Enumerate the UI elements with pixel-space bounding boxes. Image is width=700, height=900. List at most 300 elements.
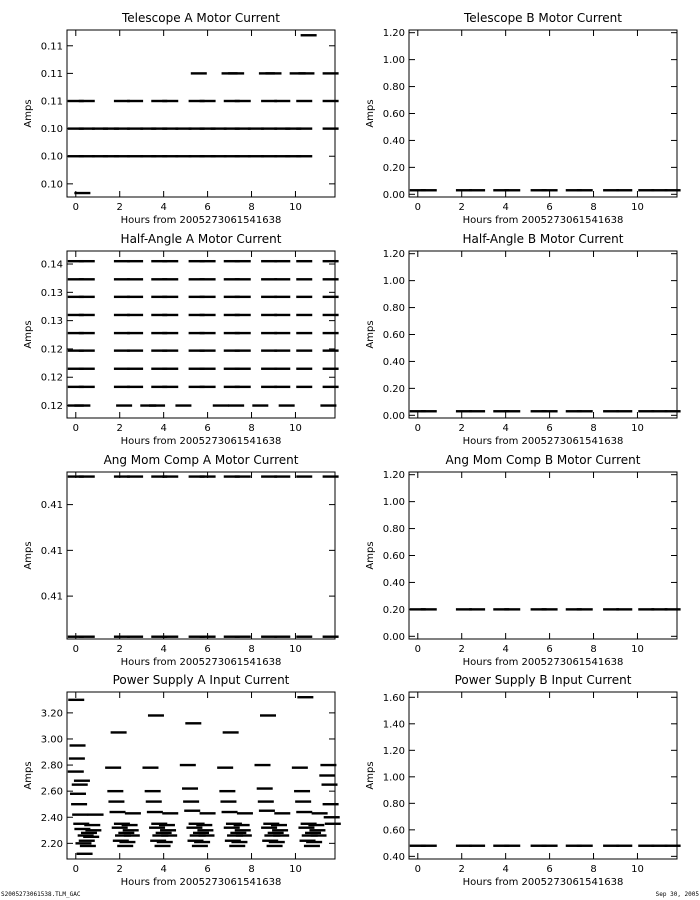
panel-6-y-tick-label: 0.40 — [382, 577, 405, 589]
panel-2 — [365, 11, 681, 226]
panel-7-data-point — [70, 744, 86, 746]
panel-4-data-point — [421, 410, 437, 412]
panel-7-data-point — [147, 811, 163, 813]
panel-2-y-tick-label: 0.40 — [382, 135, 405, 147]
panel-3-data-point — [279, 404, 295, 406]
panel-3-data-point — [235, 386, 251, 388]
panel-7-data-point — [259, 810, 275, 812]
panel-7-data-point — [224, 826, 240, 828]
panel-3-data-point — [274, 349, 290, 351]
panel-1-data-point — [296, 155, 312, 157]
panel-3-x-tick-label: 10 — [289, 423, 302, 434]
panel-6-data-point — [504, 608, 520, 610]
panel-3-data-point — [200, 349, 216, 351]
panel-7-y-tick-label: 2.40 — [40, 812, 63, 824]
panel-5-data-point — [127, 636, 143, 638]
panel-6-data-point — [469, 608, 485, 610]
panel-2-y-tick-label: 1.20 — [382, 28, 405, 40]
panel-3-data-point — [323, 349, 339, 351]
panel-3-x-tick-label: 6 — [204, 423, 211, 434]
panel-8-data-point — [421, 845, 437, 847]
panel-5-data-point — [79, 475, 95, 477]
panel-7-data-point — [267, 845, 283, 847]
panel-7-data-point — [149, 826, 165, 828]
panel-6-y-tick-label: 0.20 — [382, 604, 405, 616]
panel-5-data-point — [296, 475, 312, 477]
panel-3-data-point — [79, 314, 95, 316]
panel-7-data-point — [155, 845, 171, 847]
panel-8-data-point — [469, 845, 485, 847]
panel-3-data-point — [162, 260, 178, 262]
panel-7-data-point — [117, 845, 133, 847]
panel-3-data-point — [296, 296, 312, 298]
panel-8-x-tick-label: 0 — [414, 864, 421, 875]
panel-2-y-tick-label: 0.60 — [382, 109, 405, 120]
panel-5 — [23, 453, 339, 668]
panel-5-data-point — [323, 475, 339, 477]
panel-7-data-point — [110, 811, 126, 813]
panel-7-data-point — [305, 832, 321, 834]
panel-3-data-point — [79, 332, 95, 334]
panel-4-data-point — [616, 410, 632, 412]
panel-4-x-tick-label: 8 — [590, 423, 597, 434]
panel-3-data-point — [200, 386, 216, 388]
panel-3-data-point — [235, 314, 251, 316]
panel-7-data-point — [108, 800, 124, 802]
panel-8-x-tick-label: 10 — [631, 864, 644, 875]
panel-7-data-point — [309, 829, 325, 831]
panel-3-data-point — [79, 368, 95, 370]
panel-7 — [23, 673, 341, 888]
panel-3-data-point — [296, 349, 312, 351]
panel-1-plot-frame — [67, 30, 335, 197]
panel-7-data-point — [119, 841, 135, 843]
panel-3-data-point — [323, 260, 339, 262]
panel-7-data-point — [197, 829, 213, 831]
panel-3-data-point — [296, 260, 312, 262]
panel-7-data-point — [185, 722, 201, 724]
panel-7-data-point — [324, 816, 340, 818]
panel-1-data-point — [296, 100, 312, 102]
panel-3-data-point — [200, 260, 216, 262]
panel-8-data-point — [504, 845, 520, 847]
panel-6-x-tick-label: 4 — [502, 644, 509, 655]
panel-6-y-tick-label: 0.00 — [382, 631, 405, 643]
panel-7-data-point — [72, 813, 88, 815]
panel-7-x-tick-label: 10 — [289, 864, 302, 875]
panel-7-data-point — [156, 832, 172, 834]
panel-7-data-point — [322, 783, 338, 785]
panel-7-data-point — [73, 823, 89, 825]
panel-1-y-tick-label: 0.11 — [40, 68, 63, 80]
panel-3-data-point — [296, 332, 312, 334]
panel-7-data-point — [70, 793, 86, 795]
panel-7-data-point — [69, 757, 85, 759]
panel-1 — [23, 11, 339, 226]
panel-3-data-point — [200, 296, 216, 298]
panel-7-data-point — [272, 829, 288, 831]
panel-7-data-point — [161, 834, 177, 836]
panel-4-data-point — [504, 410, 520, 412]
panel-5-y-tick-label: 0.41 — [40, 545, 63, 557]
panel-6-x-tick-label: 10 — [631, 644, 644, 655]
panel-7-data-point — [71, 803, 87, 805]
panel-1-x-tick-label: 2 — [116, 202, 123, 213]
panel-3-data-point — [127, 386, 143, 388]
panel-7-data-point — [263, 823, 279, 825]
panel-2-y-tick-label: 0.00 — [382, 189, 405, 201]
panel-3-data-point — [79, 260, 95, 262]
panel-3-data-point — [162, 368, 178, 370]
panel-3-data-point — [162, 278, 178, 280]
panel-3-data-point — [323, 296, 339, 298]
panel-6-x-tick-label: 6 — [546, 644, 553, 655]
panel-5-data-point — [235, 475, 251, 477]
panel-2-title: Telescope B Motor Current — [463, 11, 623, 25]
panel-7-data-point — [222, 811, 238, 813]
panel-1-x-tick-label: 0 — [72, 202, 79, 213]
panel-3-data-point — [127, 260, 143, 262]
panel-7-x-tick-label: 8 — [248, 864, 255, 875]
panel-7-data-point — [258, 800, 274, 802]
panel-1-data-point — [127, 100, 143, 102]
panel-5-plot-frame — [67, 472, 335, 639]
panel-8-data-point — [577, 845, 593, 847]
panel-5-data-point — [274, 475, 290, 477]
panel-7-data-point — [260, 714, 276, 716]
panel-4-y-tick-label: 1.20 — [382, 249, 405, 261]
panel-3-title: Half-Angle A Motor Current — [120, 232, 282, 246]
panel-7-data-point — [311, 834, 327, 836]
panel-2-y-axis-label: Amps — [365, 99, 376, 128]
panel-8-x-tick-label: 8 — [590, 864, 597, 875]
panel-7-data-point — [200, 812, 216, 814]
panel-2-data-point — [542, 189, 558, 191]
panel-7-y-axis-label: Amps — [23, 761, 34, 790]
panel-2-y-tick-label: 0.20 — [382, 162, 405, 174]
panel-3-data-point — [79, 296, 95, 298]
panel-1-data-point — [79, 100, 95, 102]
panel-3-data-point — [323, 368, 339, 370]
panel-7-data-point — [312, 812, 328, 814]
panel-1-y-tick-label: 0.11 — [40, 41, 63, 53]
panel-7-data-point — [231, 841, 247, 843]
panel-2-x-tick-label: 6 — [546, 202, 553, 213]
panel-7-data-point — [160, 829, 176, 831]
panel-7-data-point — [74, 780, 90, 782]
panel-8-x-tick-label: 4 — [502, 864, 509, 875]
panel-7-data-point — [194, 841, 210, 843]
panel-3-data-point — [149, 404, 165, 406]
panel-3-y-tick-label: 0.14 — [40, 259, 63, 271]
panel-1-x-tick-label: 4 — [160, 202, 167, 213]
panel-2-x-axis-label: Hours from 2005273061541638 — [462, 215, 624, 226]
panel-7-data-point — [148, 714, 164, 716]
panel-7-data-point — [269, 841, 285, 843]
panel-3-data-point — [79, 349, 95, 351]
panel-1-data-point — [298, 72, 314, 74]
panel-3-y-tick-label: 0.12 — [40, 344, 63, 356]
panel-7-data-point — [226, 823, 242, 825]
panel-4-y-tick-label: 0.40 — [382, 356, 405, 368]
panel-3-x-tick-label: 2 — [116, 423, 123, 434]
panel-5-data-point — [323, 636, 339, 638]
panel-5-x-tick-label: 0 — [72, 644, 79, 655]
panel-3-data-point — [235, 278, 251, 280]
panel-3-data-point — [200, 314, 216, 316]
panel-7-data-point — [124, 834, 140, 836]
panel-1-data-point — [191, 72, 207, 74]
panel-7-data-point — [229, 845, 245, 847]
panel-1-x-tick-label: 8 — [248, 202, 255, 213]
panel-7-data-point — [323, 803, 339, 805]
panel-2-data-point — [616, 189, 632, 191]
panel-1-y-tick-label: 0.10 — [40, 151, 63, 163]
panel-3-data-point — [296, 314, 312, 316]
panel-6-data-point — [577, 608, 593, 610]
panel-5-x-tick-label: 6 — [204, 644, 211, 655]
panel-1-data-point — [274, 100, 290, 102]
footer-date: Sep 30, 2005 — [655, 891, 699, 898]
panel-6-title: Ang Mom Comp B Motor Current — [445, 453, 641, 467]
panel-8-y-tick-label: 1.20 — [382, 745, 405, 757]
panel-7-data-point — [198, 834, 214, 836]
panel-3-data-point — [127, 278, 143, 280]
panel-6-data-point — [616, 608, 632, 610]
panel-8-y-tick-label: 0.40 — [382, 851, 405, 863]
panel-7-data-point — [189, 823, 205, 825]
panel-7-data-point — [72, 783, 88, 785]
panel-7-data-point — [236, 834, 252, 836]
panel-1-y-axis-label: Amps — [23, 99, 34, 128]
panel-1-data-point — [301, 34, 317, 36]
panel-5-data-point — [235, 636, 251, 638]
panel-6-x-tick-label: 2 — [458, 644, 465, 655]
footer-filename: S2005273061538.TLM_GAC — [1, 891, 81, 898]
panel-3-data-point — [127, 314, 143, 316]
panel-6 — [365, 453, 681, 668]
panel-3-data-point — [235, 296, 251, 298]
panel-4-x-tick-label: 0 — [414, 423, 421, 434]
panel-3-data-point — [274, 260, 290, 262]
panel-7-data-point — [157, 841, 173, 843]
panel-4-plot-frame — [409, 251, 677, 418]
panel-3-data-point — [74, 404, 90, 406]
panel-1-data-point — [200, 100, 216, 102]
panel-7-y-tick-label: 2.20 — [40, 838, 63, 850]
panel-8-x-tick-label: 6 — [546, 864, 553, 875]
panel-4 — [365, 232, 681, 447]
panel-2-x-tick-label: 10 — [631, 202, 644, 213]
panel-7-data-point — [68, 770, 84, 772]
panel-3-data-point — [323, 278, 339, 280]
panel-2-x-tick-label: 8 — [590, 202, 597, 213]
panel-7-data-point — [80, 845, 96, 847]
panel-8-y-tick-label: 0.60 — [382, 825, 405, 837]
panel-7-data-point — [237, 812, 253, 814]
panel-7-data-point — [319, 774, 335, 776]
panel-2-data-point — [421, 189, 437, 191]
panel-3 — [23, 232, 339, 447]
panel-3-x-tick-label: 0 — [72, 423, 79, 434]
panel-5-data-point — [296, 636, 312, 638]
panel-5-title: Ang Mom Comp A Motor Current — [103, 453, 299, 467]
panel-7-data-point — [274, 812, 290, 814]
panel-3-y-axis-label: Amps — [23, 320, 34, 349]
panel-4-data-point — [665, 410, 681, 412]
panel-7-data-point — [162, 812, 178, 814]
panel-7-data-point — [105, 766, 121, 768]
panel-5-y-tick-label: 0.41 — [40, 500, 63, 512]
panel-3-data-point — [127, 368, 143, 370]
panel-7-x-tick-label: 0 — [72, 864, 79, 875]
panel-4-y-tick-label: 0.20 — [382, 383, 405, 395]
panel-1-data-point — [162, 100, 178, 102]
panel-3-data-point — [127, 296, 143, 298]
panel-7-data-point — [180, 764, 196, 766]
panel-3-data-point — [200, 368, 216, 370]
panel-7-data-point — [268, 832, 284, 834]
panel-5-data-point — [200, 475, 216, 477]
panel-8-y-tick-label: 1.40 — [382, 719, 405, 731]
panel-3-data-point — [175, 404, 191, 406]
panel-3-x-axis-label: Hours from 2005273061541638 — [120, 436, 282, 447]
panel-5-y-tick-label: 0.41 — [40, 591, 63, 603]
panel-2-y-tick-label: 0.80 — [382, 82, 405, 94]
panel-4-data-point — [577, 410, 593, 412]
panel-8-data-point — [616, 845, 632, 847]
panel-4-y-tick-label: 1.00 — [382, 276, 405, 288]
panel-8-x-tick-label: 2 — [458, 864, 465, 875]
panel-4-x-tick-label: 10 — [631, 423, 644, 434]
panel-7-data-point — [325, 823, 341, 825]
panel-1-data-point — [228, 72, 244, 74]
panel-6-y-tick-label: 1.20 — [382, 470, 405, 482]
panel-7-y-tick-label: 3.00 — [40, 734, 63, 746]
panel-5-data-point — [200, 636, 216, 638]
panel-1-x-tick-label: 10 — [289, 202, 302, 213]
panel-7-data-point — [294, 790, 310, 792]
panel-7-data-point — [184, 810, 200, 812]
panel-7-data-point — [297, 696, 313, 698]
panel-3-data-point — [274, 368, 290, 370]
panel-5-x-tick-label: 2 — [116, 644, 123, 655]
panel-1-title: Telescope A Motor Current — [122, 11, 280, 25]
panel-1-x-tick-label: 6 — [204, 202, 211, 213]
panel-7-data-point — [111, 731, 127, 733]
panel-8-plot-frame — [409, 692, 677, 859]
panel-7-data-point — [219, 790, 235, 792]
panel-3-data-point — [235, 349, 251, 351]
panel-7-data-point — [183, 800, 199, 802]
panel-3-data-point — [116, 404, 132, 406]
panel-7-x-axis-label: Hours from 2005273061541638 — [120, 877, 282, 888]
panel-7-data-point — [114, 823, 130, 825]
panel-6-data-point — [421, 608, 437, 610]
panel-7-data-point — [112, 826, 128, 828]
panel-5-x-axis-label: Hours from 2005273061541638 — [120, 657, 282, 668]
panel-7-x-tick-label: 6 — [204, 864, 211, 875]
panel-4-data-point — [469, 410, 485, 412]
panel-7-x-tick-label: 2 — [116, 864, 123, 875]
panel-3-data-point — [162, 296, 178, 298]
panel-6-y-tick-label: 0.80 — [382, 524, 405, 536]
panel-7-data-point — [182, 787, 198, 789]
panel-7-title: Power Supply A Input Current — [112, 673, 290, 687]
panel-1-data-point — [265, 72, 281, 74]
panel-7-data-point — [75, 842, 91, 844]
panel-7-data-point — [220, 800, 236, 802]
panel-7-data-point — [230, 832, 246, 834]
panel-7-data-point — [145, 790, 161, 792]
panel-5-x-tick-label: 8 — [248, 644, 255, 655]
panel-3-data-point — [162, 332, 178, 334]
panel-1-data-point — [235, 100, 251, 102]
panel-7-data-point — [298, 826, 314, 828]
panel-8-data-point — [665, 845, 681, 847]
panel-3-data-point — [296, 386, 312, 388]
panel-3-data-point — [162, 349, 178, 351]
panel-4-x-axis-label: Hours from 2005273061541638 — [462, 436, 624, 447]
panel-7-data-point — [292, 766, 308, 768]
panel-3-data-point — [323, 332, 339, 334]
panel-3-data-point — [323, 386, 339, 388]
panel-2-data-point — [665, 189, 681, 191]
panel-4-y-tick-label: 0.80 — [382, 303, 405, 315]
panel-4-x-tick-label: 2 — [458, 423, 465, 434]
panel-4-data-point — [542, 410, 558, 412]
panel-5-data-point — [162, 636, 178, 638]
panel-1-y-tick-label: 0.11 — [40, 96, 63, 108]
panel-8-y-tick-label: 0.80 — [382, 798, 405, 810]
panel-3-y-tick-label: 0.12 — [40, 401, 63, 413]
panel-1-y-tick-label: 0.10 — [40, 179, 63, 191]
panel-3-data-point — [235, 260, 251, 262]
panel-3-data-point — [252, 404, 268, 406]
panel-6-y-axis-label: Amps — [365, 541, 376, 570]
panel-8-y-tick-label: 1.00 — [382, 772, 405, 784]
panel-5-y-axis-label: Amps — [23, 541, 34, 570]
panel-7-data-point — [223, 731, 239, 733]
panel-3-data-point — [320, 404, 336, 406]
panel-8-y-tick-label: 1.60 — [382, 692, 405, 704]
panel-7-data-point — [151, 823, 167, 825]
panel-7-data-point — [186, 826, 202, 828]
panel-7-data-point — [118, 832, 134, 834]
panel-3-data-point — [274, 314, 290, 316]
panel-1-data-point — [323, 100, 339, 102]
panel-7-data-point — [85, 829, 101, 831]
panel-4-x-tick-label: 4 — [502, 423, 509, 434]
panel-7-data-point — [79, 840, 95, 842]
panel-7-data-point — [296, 811, 312, 813]
panel-3-data-point — [235, 332, 251, 334]
panel-7-data-point — [88, 813, 104, 815]
panel-1-data-point — [323, 127, 339, 129]
panel-7-data-point — [304, 845, 320, 847]
panel-7-data-point — [107, 790, 123, 792]
panel-7-x-tick-label: 4 — [160, 864, 167, 875]
panel-7-data-point — [261, 826, 277, 828]
panel-8-y-axis-label: Amps — [365, 761, 376, 790]
panel-3-plot-frame — [67, 251, 335, 418]
panel-7-data-point — [193, 832, 209, 834]
panel-2-x-tick-label: 0 — [414, 202, 421, 213]
panel-5-data-point — [79, 636, 95, 638]
panel-3-data-point — [162, 386, 178, 388]
panel-8-title: Power Supply B Input Current — [454, 673, 632, 687]
panel-3-data-point — [296, 278, 312, 280]
